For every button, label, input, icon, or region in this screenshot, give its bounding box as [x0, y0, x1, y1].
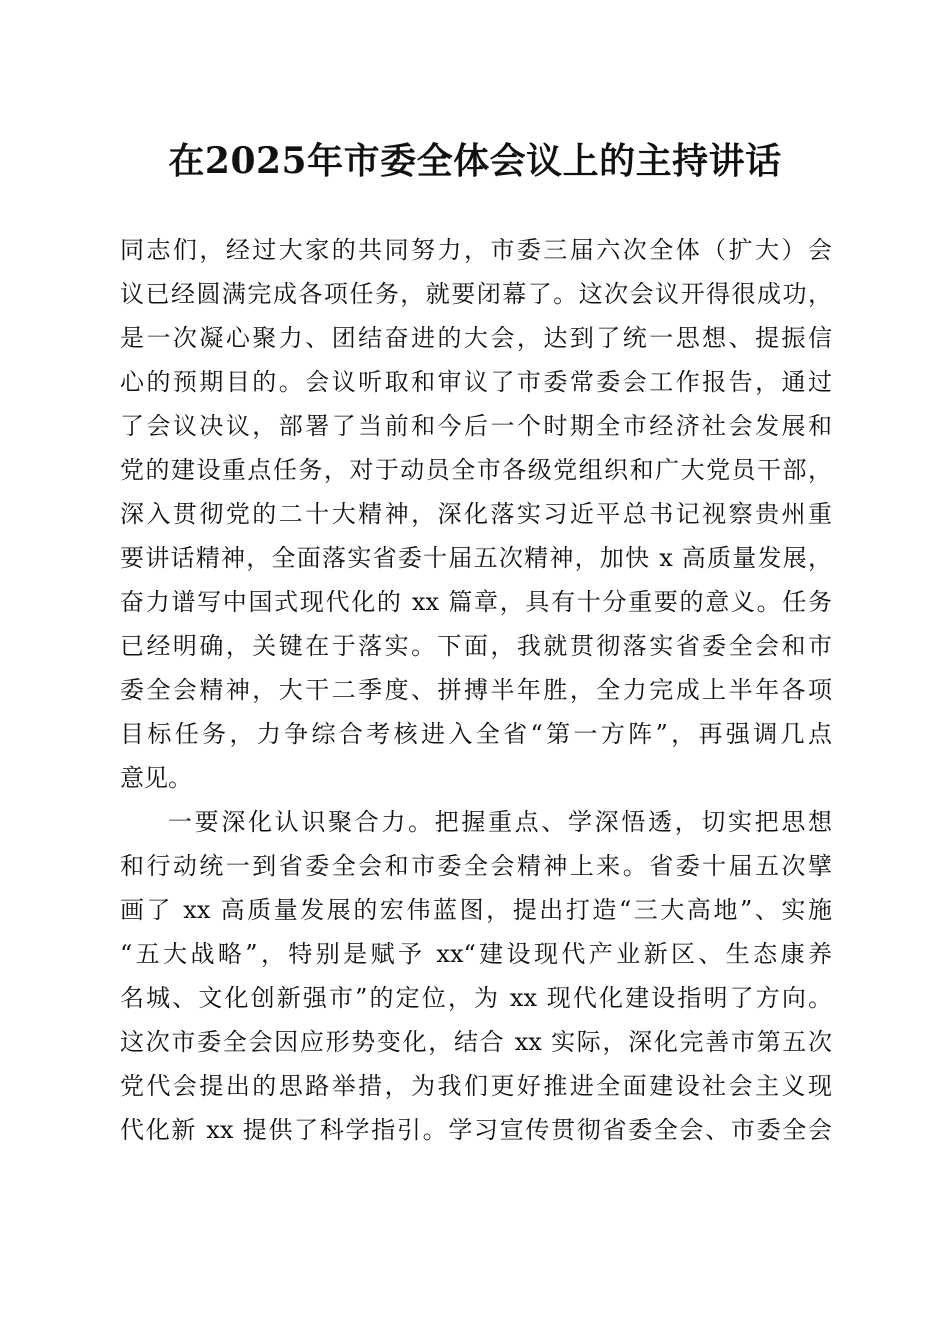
text-line: 意见。: [120, 764, 192, 792]
text-line: 委全会精神，大干二季度、拼搏半年胜，全力完成上半年各项: [120, 676, 832, 704]
paragraph-point-one: [120, 800, 832, 1152]
text-line: 一要深化认识聚合力。把握重点、学深悟透，切实把思想: [168, 808, 832, 836]
text-line: 党代会提出的思路举措，为我们更好推进全面建设社会主义现: [120, 1072, 832, 1100]
text-line: 深入贯彻党的二十大精神，深化落实习近平总书记视察贵州重: [120, 500, 832, 528]
text-line: 画了 xx 高质量发展的宏伟蓝图，提出打造“三大高地”、实施: [120, 896, 832, 924]
text-line: 奋力谱写中国式现代化的 xx 篇章，具有十分重要的意义。任务: [120, 588, 832, 616]
document-title: 在2025年市委全体会议上的主持讲话: [168, 140, 782, 182]
text-line: 已经明确，关键在于落实。下面，我就贯彻落实省委全会和市: [120, 632, 832, 660]
text-line: 和行动统一到省委全会和市委全会精神上来。省委十届五次擘: [120, 852, 832, 880]
text-line: 了会议决议，部署了当前和今后一个时期全市经济社会发展和: [120, 412, 832, 440]
text-line: 心的预期目的。会议听取和审议了市委常委会工作报告，通过: [120, 368, 832, 396]
text-line: 是一次凝心聚力、团结奋进的大会，达到了统一思想、提振信: [120, 324, 832, 352]
document-body: [120, 228, 832, 1152]
text-line: 目标任务，力争综合考核进入全省“第一方阵”，再强调几点: [120, 720, 832, 748]
text-line: 党的建设重点任务，对于动员全市各级党组织和广大党员干部，: [120, 456, 832, 484]
text-line: 这次市委全会因应形势变化，结合 xx 实际，深化完善市第五次: [120, 1028, 832, 1056]
text-line: “五大战略”，特别是赋予 xx“建设现代产业新区、生态康养: [120, 940, 832, 968]
text-line: 议已经圆满完成各项任务，就要闭幕了。这次会议开得很成功，: [120, 280, 832, 308]
text-line: 代化新 xx 提供了科学指引。学习宣传贯彻省委全会、市委全会: [120, 1116, 832, 1144]
text-line: 同志们，经过大家的共同努力，市委三届六次全体（扩大）会: [120, 236, 832, 264]
paragraph-opening: [120, 228, 832, 800]
text-line: 要讲话精神，全面落实省委十届五次精神，加快 x 高质量发展，: [120, 544, 832, 572]
text-line: 名城、文化创新强市”的定位，为 xx 现代化建设指明了方向。: [120, 984, 832, 1012]
